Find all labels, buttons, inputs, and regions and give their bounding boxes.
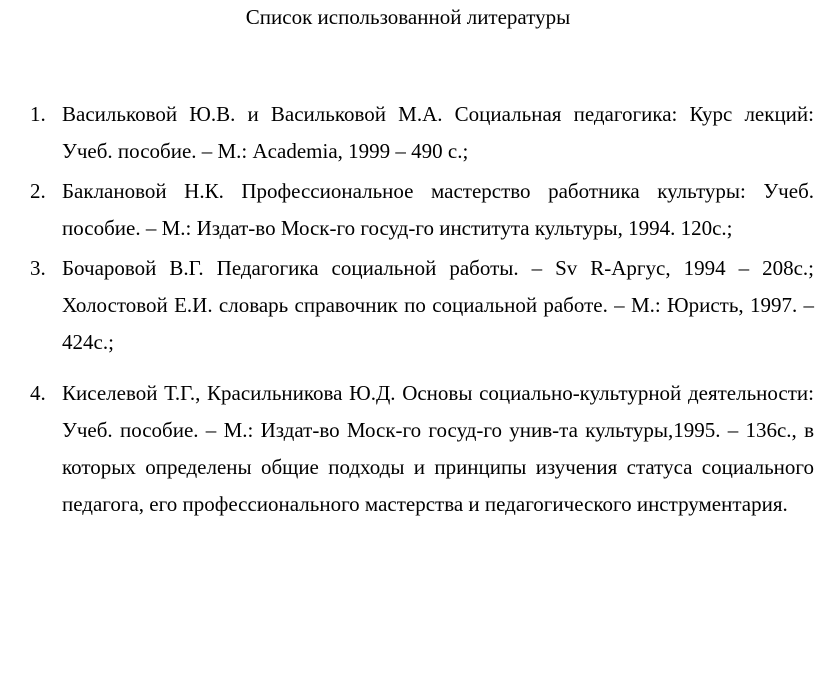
- reference-item-2: [0, 173, 814, 247]
- reference-number: 2.: [30, 179, 46, 203]
- reference-number: 3.: [30, 256, 46, 280]
- reference-text: Баклановой Н.К. Профессиональное мастерство работника культуры: Учеб. пособие. – М.: Издат-во Моск-го госуд-го института культуры, 1994. 120с.;: [62, 179, 814, 240]
- page-title: Список использованной литературы: [245, 5, 571, 29]
- reference-number: 1.: [30, 102, 46, 126]
- reference-number: 4.: [30, 381, 46, 405]
- reference-item-4: [0, 375, 814, 523]
- reference-text: Бочаровой В.Г. Педагогика социальной работы. – Sv R-Аргус, 1994 – 208с.; Холостовой Е.И. словарь справочник по социальной работе. – М.: Юристь, 1997. – 424с.;: [62, 256, 814, 354]
- reference-text: Васильковой Ю.В. и Васильковой М.А. Социальная педагогика: Курс лекций: Учеб. пособие. – М.: Academia, 1999 – 490 с.;: [62, 102, 814, 163]
- reference-item-1: [0, 96, 814, 170]
- reference-item-3: [0, 250, 814, 361]
- reference-list: [0, 96, 814, 523]
- reference-text: Киселевой Т.Г., Красильникова Ю.Д. Основы социально-культурной деятельности: Учеб. пособие. – М.: Издат-во Моск-го госуд-го унив-та культуры,1995. – 136с., в которых определены общие подходы и принципы изучения статуса социального педагога, его профессионального мастерства и педагогического инструментария.: [62, 381, 814, 516]
